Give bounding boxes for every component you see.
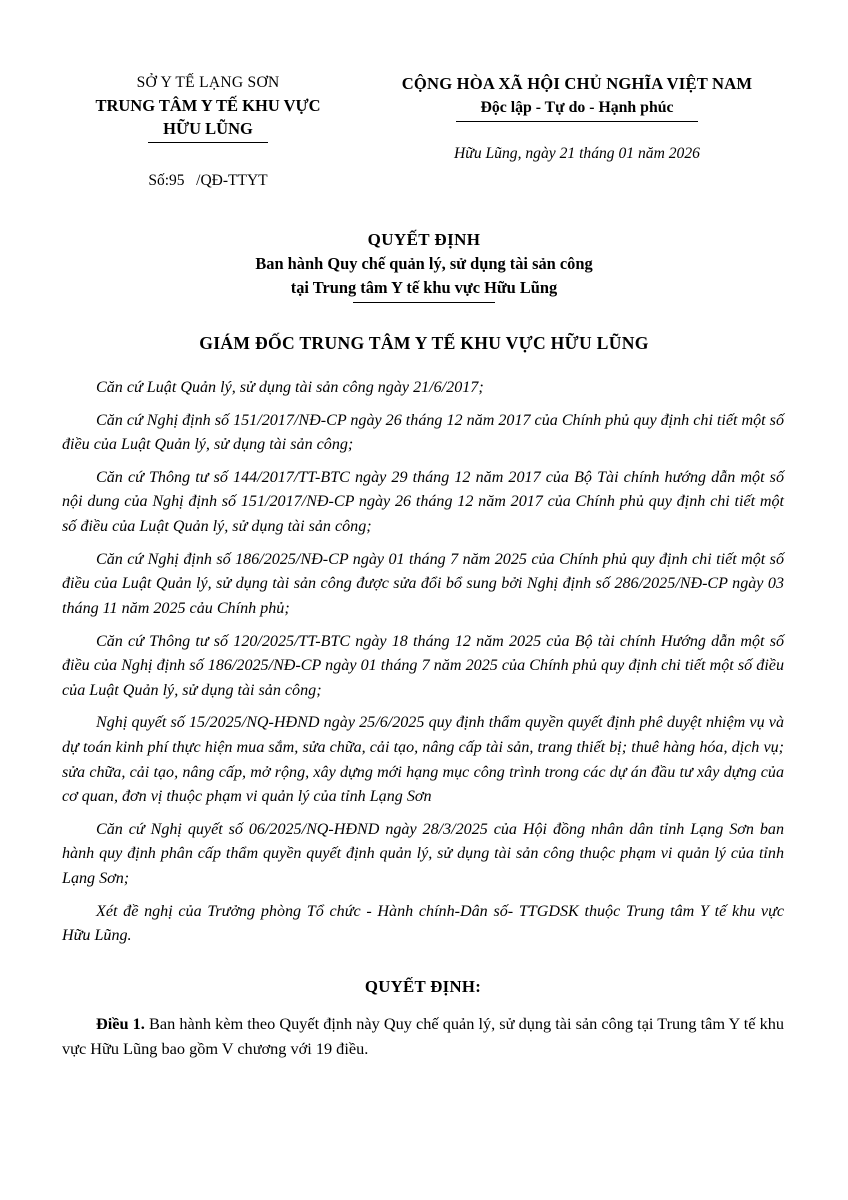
center-name-line1: TRUNG TÂM Y TẾ KHU VỰC (95, 96, 321, 115)
preamble-paragraph: Căn cứ Luật Quản lý, sử dụng tài sản công ngày 21/6/2017; (96, 379, 484, 397)
preamble-paragraph: Căn cứ Thông tư số 120/2025/TT-BTC ngày 18 tháng 12 năm 2025 của Bộ tài chính Hướng dẫn một số điều của Nghị định số 186/2025/NĐ-CP ngày 01 tháng 7 năm 2025 của Chính phủ quy định chi tiết một số điều của Luật Quản lý, sử dụng tài sản công; (62, 632, 784, 699)
document-number (58, 172, 358, 190)
document-number-value: 95 (169, 171, 185, 189)
document-subject-line-2: tại Trung tâm Y tế khu vực Hữu Lũng (289, 276, 559, 300)
preamble-paragraph: Xét đề nghị của Trưởng phòng Tổ chức - Hành chính-Dân số- TTGDSK thuộc Trung tâm Y tế khu vực Hữu Lũng. (62, 902, 784, 945)
preamble-paragraph: Căn cứ Nghị quyết số 06/2025/NQ-HĐND ngày 28/3/2025 của Hội đồng nhân dân tỉnh Lạng Sơn ban hành quy định phân cấp thẩm quyền quyết định quản lý, sử dụng tài sản công thuộc phạm vi quản lý của tỉnh Lạng Sơn; (62, 820, 784, 888)
center-name-line2: HỮU LŨNG (160, 117, 256, 140)
place-and-date: Hữu Lũng, ngày 21 tháng 01 năm 2026 (454, 145, 700, 163)
preamble-paragraph: Căn cứ Nghị định số 186/2025/NĐ-CP ngày 01 tháng 7 năm 2025 của Chính phủ quy định chi tiết một số điều của Luật Quản lý, sử dụng tài sản công được sửa đổi bổ sung bởi Nghị định số 286/2025/NĐ-CP ngày 03 tháng 11 năm 2025 cảu Chính phủ; (62, 550, 784, 617)
preamble-paragraph: Căn cứ Nghị định số 151/2017/NĐ-CP ngày 26 tháng 12 năm 2017 của Chính phủ quy định chi tiết một số điều của Luật Quản lý, sử dụng tài sản công; (62, 411, 784, 454)
preamble-paragraph: Căn cứ Thông tư số 144/2017/TT-BTC ngày 29 tháng 12 năm 2017 của Bộ Tài chính hướng dẫn một số nội dung của Nghị định số 151/2017/NĐ-CP ngày 26 tháng 12 năm 2017 của Chính phủ quy định chi tiết một số điều của Luật Quản lý, sử dụng tài sản công; (62, 468, 784, 536)
article-1-label: Điều 1. (96, 1013, 145, 1033)
document-number-label: Số: (148, 171, 170, 189)
article-1 (62, 1011, 784, 1062)
issuing-authority-block (58, 72, 358, 190)
department-name: SỞ Y TẾ LẠNG SƠN (136, 74, 280, 91)
decide-heading: QUYẾT ĐỊNH: (364, 976, 482, 996)
document-title-block (0, 228, 848, 354)
preamble-paragraph: Nghị quyết số 15/2025/NQ-HĐND ngày 25/6/2025 quy định thẩm quyền quyết định phê duyệt nhiệm vụ và dự toán kinh phí thực hiện mua sắm, sửa chữa, cải tạo, nâng cấp tài sản, trang thiết bị; thuê hàng hóa, dịch vụ; sửa chữa, cải tạo, nâng cấp, mở rộng, xây dựng mới hạng mục công trình trong các dự án đầu tư xây dựng của cơ quan, đơn vị thuộc phạm vi quản lý của tỉnh Lạng Sơn (62, 714, 784, 806)
article-1-text: Ban hành kèm theo Quyết định này Quy chế quản lý, sử dụng tài sản công tại Trung tâm Y tế khu vực Hữu Lũng bao gồm V chương với 19 điều. (62, 1013, 785, 1059)
national-heading-block (358, 72, 790, 163)
document-body (0, 376, 848, 1061)
document-header (0, 0, 848, 190)
document-number-suffix: /QĐ-TTYT (196, 171, 268, 189)
issuing-officer-title: GIÁM ĐỐC TRUNG TÂM Y TẾ KHU VỰC HỮU LŨNG (199, 333, 649, 354)
country-name: CỘNG HÒA XÃ HỘI CHỦ NGHĨA VIỆT NAM (401, 74, 753, 93)
document-subject-line-1: Ban hành Quy chế quản lý, sử dụng tài sản công (255, 254, 593, 274)
national-motto: Độc lập - Tự do - Hạnh phúc (478, 97, 675, 119)
document-type-title: QUYẾT ĐỊNH (367, 229, 481, 249)
